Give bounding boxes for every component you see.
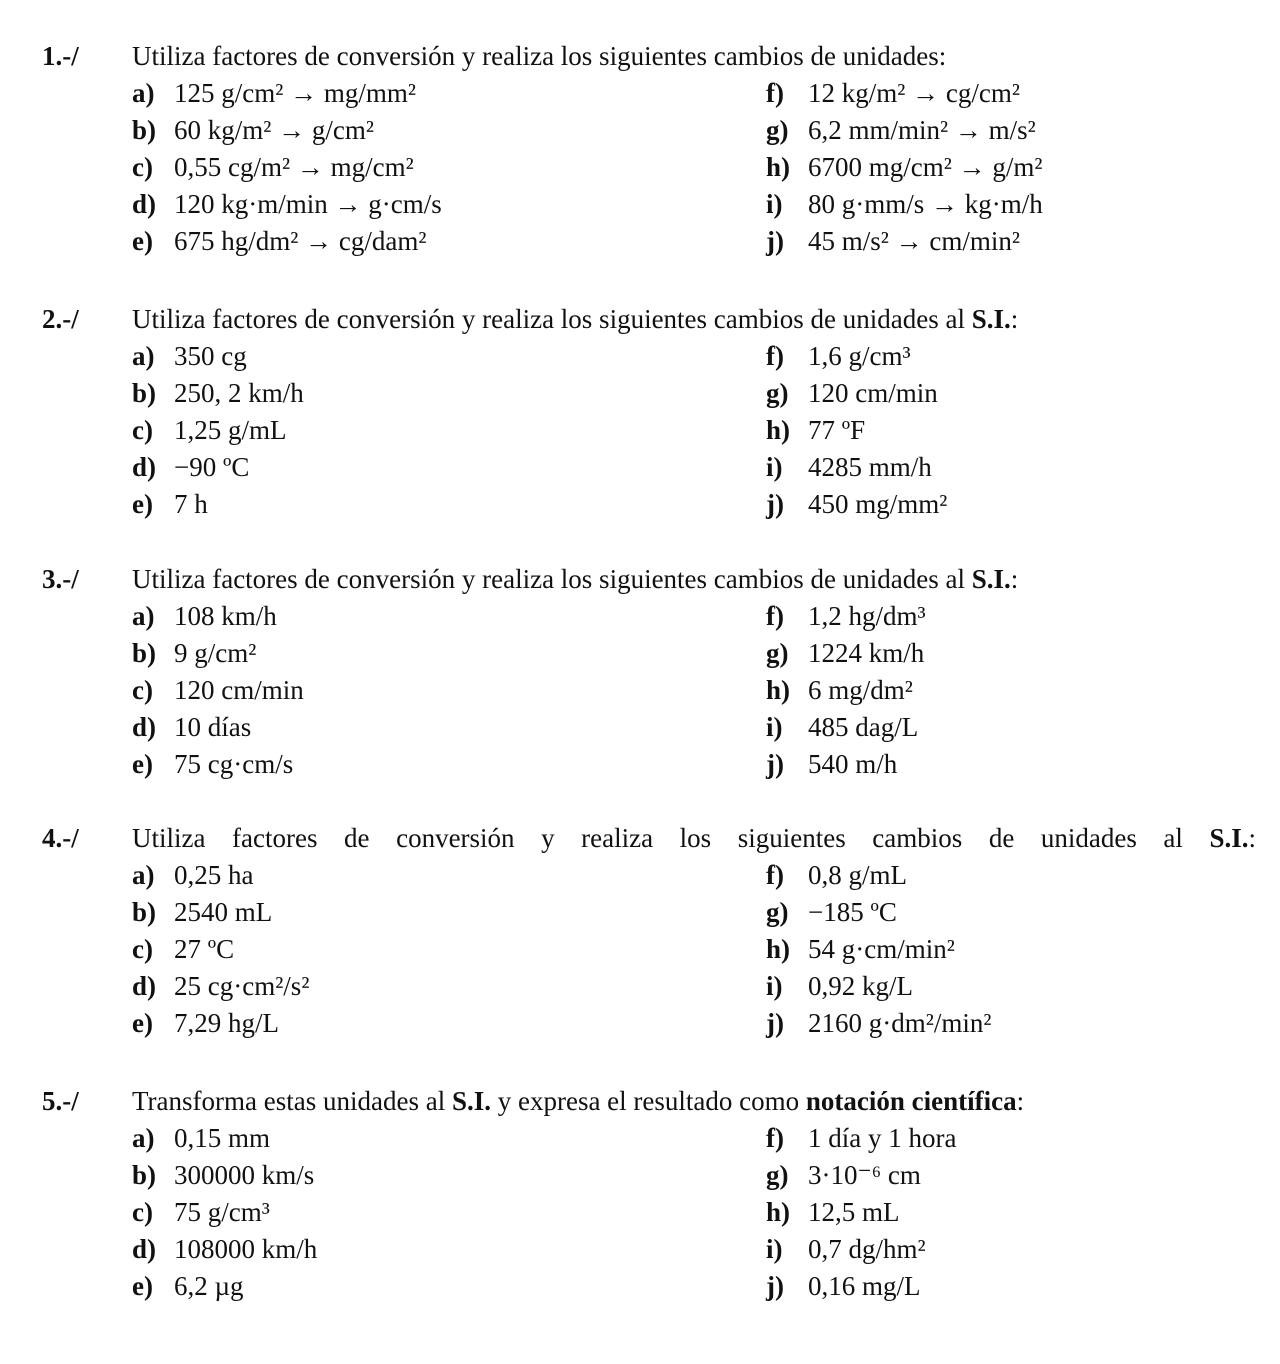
item-letter: b) xyxy=(132,897,157,927)
item-letter: i) xyxy=(766,971,783,1001)
item-letter: i) xyxy=(766,452,783,482)
item-expression: 0,8 g/mL xyxy=(808,860,907,890)
item-expression: 0,55 cg/m² → mg/cm² xyxy=(174,152,414,182)
list-item xyxy=(766,1120,956,1156)
item-letter: e) xyxy=(132,226,153,256)
list-item xyxy=(766,186,1043,222)
item-letter: b) xyxy=(132,1160,157,1190)
item-letter: f) xyxy=(766,1123,784,1153)
item-expression: −185 ºC xyxy=(808,897,897,927)
list-item xyxy=(132,598,277,634)
item-letter: h) xyxy=(766,1197,791,1227)
item-expression: 1,25 g/mL xyxy=(174,415,287,445)
list-item xyxy=(766,1157,921,1193)
list-item xyxy=(132,968,309,1004)
item-letter: b) xyxy=(132,638,157,668)
item-expression: 2160 g·dm²/min² xyxy=(808,1008,992,1038)
list-item xyxy=(132,635,256,671)
item-letter: d) xyxy=(132,712,157,742)
list-item xyxy=(132,709,251,745)
item-expression: 0,92 kg/L xyxy=(808,971,913,1001)
list-item xyxy=(132,112,374,148)
item-expression: 2540 mL xyxy=(174,897,273,927)
item-expression: 0,25 ha xyxy=(174,860,254,890)
item-expression: −90 ºC xyxy=(174,452,250,482)
item-letter: g) xyxy=(766,1160,789,1190)
item-letter: a) xyxy=(132,341,155,371)
item-letter: h) xyxy=(766,934,791,964)
item-expression: 675 hg/dm² → cg/dam² xyxy=(174,226,427,256)
item-expression: 4285 mm/h xyxy=(808,452,932,482)
list-item xyxy=(766,598,926,634)
item-expression: 7,29 hg/L xyxy=(174,1008,279,1038)
item-letter: c) xyxy=(132,934,153,964)
item-expression: 0,15 mm xyxy=(174,1123,271,1153)
list-item xyxy=(132,894,272,930)
item-letter: g) xyxy=(766,897,789,927)
list-item xyxy=(766,338,911,374)
item-letter: g) xyxy=(766,638,789,668)
item-expression: 125 g/cm² → mg/mm² xyxy=(174,78,416,108)
list-item xyxy=(132,931,234,967)
item-expression: 6,2 µg xyxy=(174,1271,244,1301)
item-expression: 540 m/h xyxy=(808,749,898,779)
item-letter: j) xyxy=(766,489,784,519)
list-item xyxy=(132,75,416,111)
item-letter: j) xyxy=(766,749,784,779)
item-letter: a) xyxy=(132,1123,155,1153)
item-letter: f) xyxy=(766,341,784,371)
item-letter: i) xyxy=(766,712,783,742)
item-letter: d) xyxy=(132,452,157,482)
item-letter: e) xyxy=(132,1271,153,1301)
list-item xyxy=(766,968,913,1004)
list-item xyxy=(766,75,1020,111)
item-letter: i) xyxy=(766,1234,783,1264)
list-item xyxy=(766,486,947,522)
list-item xyxy=(132,1194,270,1230)
item-expression: 450 mg/mm² xyxy=(808,489,948,519)
item-letter: a) xyxy=(132,78,155,108)
exercise-instruction: Transforma estas unidades al S.I. y expresa el resultado como notación científica: xyxy=(132,1086,1025,1116)
exercise-instruction: Utiliza factores de conversión y realiza los siguientes cambios de unidades al S.I.: xyxy=(132,304,1019,334)
list-item xyxy=(132,1005,279,1041)
item-letter: h) xyxy=(766,675,791,705)
item-expression: 350 cg xyxy=(174,341,247,371)
list-item xyxy=(766,112,1036,148)
list-item xyxy=(132,375,304,411)
item-expression: 9 g/cm² xyxy=(174,638,257,668)
item-letter: j) xyxy=(766,1008,784,1038)
list-item xyxy=(766,894,897,930)
list-item xyxy=(132,1231,317,1267)
exercise-instruction: Utiliza factores de conversión y realiza los siguientes cambios de unidades al S.I.: xyxy=(132,564,1019,594)
list-item xyxy=(132,223,426,259)
list-item xyxy=(766,857,907,893)
item-expression: 1,2 hg/dm³ xyxy=(808,601,926,631)
item-letter: f) xyxy=(766,601,784,631)
item-expression: 1224 km/h xyxy=(808,638,925,668)
list-item xyxy=(132,149,414,185)
item-letter: f) xyxy=(766,860,784,890)
item-letter: h) xyxy=(766,152,791,182)
list-item xyxy=(766,746,897,782)
list-item xyxy=(132,338,247,374)
item-letter: j) xyxy=(766,1271,784,1301)
list-item xyxy=(132,1120,270,1156)
item-expression: 120 kg·m/min → g·cm/s xyxy=(174,189,442,219)
item-letter: j) xyxy=(766,226,784,256)
item-expression: 120 cm/min xyxy=(808,378,938,408)
list-item xyxy=(132,1268,244,1304)
item-letter: a) xyxy=(132,860,155,890)
item-letter: a) xyxy=(132,601,155,631)
list-item xyxy=(766,449,932,485)
exercise-number: 3.-/ xyxy=(42,564,79,594)
item-letter: e) xyxy=(132,1008,153,1038)
item-letter: g) xyxy=(766,115,789,145)
item-letter: c) xyxy=(132,675,153,705)
list-item xyxy=(766,375,938,411)
item-expression: 1,6 g/cm³ xyxy=(808,341,911,371)
list-item xyxy=(132,186,442,222)
exercise-number: 4.-/ xyxy=(42,823,79,853)
list-item xyxy=(132,412,287,448)
item-expression: 45 m/s² → cm/min² xyxy=(808,226,1020,256)
item-letter: d) xyxy=(132,189,157,219)
item-expression: 60 kg/m² → g/cm² xyxy=(174,115,374,145)
item-expression: 80 g·mm/s → kg·m/h xyxy=(808,189,1043,219)
item-letter: i) xyxy=(766,189,783,219)
exercise-number: 2.-/ xyxy=(42,304,79,334)
item-expression: 485 dag/L xyxy=(808,712,919,742)
list-item xyxy=(766,635,924,671)
item-letter: c) xyxy=(132,1197,153,1227)
item-expression: 54 g·cm/min² xyxy=(808,934,955,964)
list-item xyxy=(132,857,253,893)
exercise-instruction: Utiliza factores de conversión y realiza los siguientes cambios de unidades: xyxy=(132,41,947,71)
item-expression: 0,16 mg/L xyxy=(808,1271,921,1301)
list-item xyxy=(766,931,955,967)
item-expression: 108 km/h xyxy=(174,601,277,631)
item-expression: 75 g/cm³ xyxy=(174,1197,270,1227)
item-letter: c) xyxy=(132,415,153,445)
list-item xyxy=(132,1157,314,1193)
item-expression: 120 cm/min xyxy=(174,675,304,705)
list-item xyxy=(766,1268,921,1304)
item-expression: 3·10⁻⁶ cm xyxy=(808,1160,921,1190)
exercise-number: 5.-/ xyxy=(42,1086,79,1116)
list-item xyxy=(132,449,249,485)
item-letter: b) xyxy=(132,115,157,145)
item-expression: 12 kg/m² → cg/cm² xyxy=(808,78,1020,108)
list-item xyxy=(766,1231,926,1267)
item-expression: 75 cg·cm/s xyxy=(174,749,294,779)
item-expression: 6 mg/dm² xyxy=(808,675,913,705)
list-item xyxy=(766,412,865,448)
item-letter: b) xyxy=(132,378,157,408)
item-expression: 7 h xyxy=(174,489,208,519)
item-letter: d) xyxy=(132,971,157,1001)
item-expression: 300000 km/s xyxy=(174,1160,315,1190)
item-letter: h) xyxy=(766,415,791,445)
exercise-instruction: Utiliza factores de conversión y realiza los siguientes cambios de unidades al S.I.: xyxy=(132,823,1256,853)
item-expression: 6700 mg/cm² → g/m² xyxy=(808,152,1043,182)
list-item xyxy=(766,709,918,745)
list-item xyxy=(132,672,304,708)
item-letter: g) xyxy=(766,378,789,408)
item-expression: 250, 2 km/h xyxy=(174,378,304,408)
item-expression: 6,2 mm/min² → m/s² xyxy=(808,115,1036,145)
item-letter: d) xyxy=(132,1234,157,1264)
list-item xyxy=(766,672,913,708)
item-expression: 25 cg·cm²/s² xyxy=(174,971,310,1001)
list-item xyxy=(766,149,1042,185)
item-letter: e) xyxy=(132,749,153,779)
list-item xyxy=(132,746,293,782)
exercise-number: 1.-/ xyxy=(42,41,79,71)
item-expression: 12,5 mL xyxy=(808,1197,900,1227)
list-item xyxy=(132,486,208,522)
item-expression: 27 ºC xyxy=(174,934,235,964)
item-letter: f) xyxy=(766,78,784,108)
item-letter: c) xyxy=(132,152,153,182)
list-item xyxy=(766,223,1020,259)
item-expression: 10 días xyxy=(174,712,252,742)
list-item xyxy=(766,1194,900,1230)
item-expression: 0,7 dg/hm² xyxy=(808,1234,926,1264)
item-expression: 108000 km/h xyxy=(174,1234,318,1264)
item-expression: 77 ºF xyxy=(808,415,866,445)
list-item xyxy=(766,1005,991,1041)
item-expression: 1 día y 1 hora xyxy=(808,1123,957,1153)
item-letter: e) xyxy=(132,489,153,519)
